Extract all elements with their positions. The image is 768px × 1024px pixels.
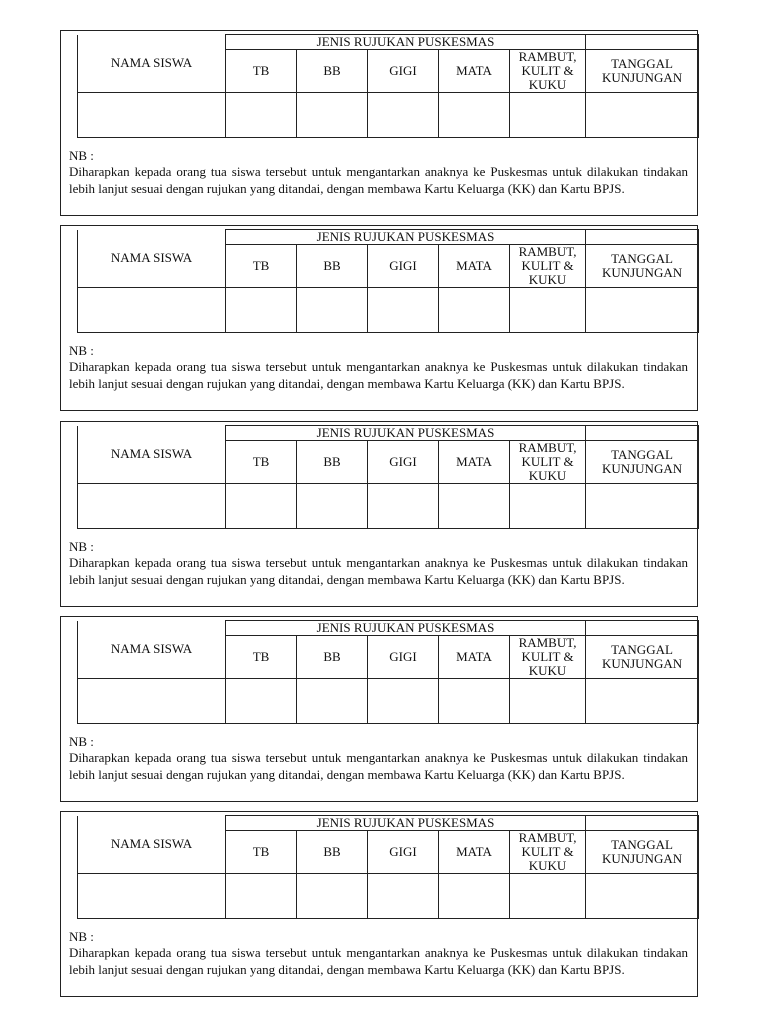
- mata-field[interactable]: [439, 484, 510, 529]
- rambut-kulit-kuku-header: RAMBUT, KULIT & KUKU: [510, 441, 586, 484]
- blank-header-cell: [586, 230, 699, 245]
- nama-siswa-header: NAMA SISWA: [78, 230, 226, 288]
- rambut-kulit-kuku-field[interactable]: [510, 874, 586, 919]
- rambut-kulit-kuku-header: RAMBUT, KULIT & KUKU: [510, 831, 586, 874]
- nama-siswa-field[interactable]: [78, 288, 226, 333]
- nama-siswa-field[interactable]: [78, 484, 226, 529]
- bb-header: BB: [297, 636, 368, 679]
- gigi-field[interactable]: [368, 288, 439, 333]
- mata-field[interactable]: [439, 93, 510, 138]
- bb-field[interactable]: [297, 874, 368, 919]
- nama-siswa-header: NAMA SISWA: [78, 621, 226, 679]
- tanggal-kunjungan-field[interactable]: [586, 874, 699, 919]
- note-text: Diharapkan kepada orang tua siswa tersebut untuk mengantarkan anaknya ke Puskesmas untuk dilakukan tindakan lebih lanjut sesuai dengan rujukan yang ditandai, dengan membawa Kartu Keluarga (KK) dan Kartu BPJS.: [69, 945, 688, 977]
- referral-slip-3: [60, 421, 698, 607]
- rambut-kulit-kuku-header: RAMBUT, KULIT & KUKU: [510, 636, 586, 679]
- bb-header: BB: [297, 831, 368, 874]
- gigi-header: GIGI: [368, 831, 439, 874]
- bb-field[interactable]: [297, 93, 368, 138]
- tb-header: TB: [226, 831, 297, 874]
- mata-header: MATA: [439, 441, 510, 484]
- tanggal-kunjungan-header: TANGGAL KUNJUNGAN: [586, 50, 699, 93]
- mata-header: MATA: [439, 50, 510, 93]
- tanggal-kunjungan-header: TANGGAL KUNJUNGAN: [586, 831, 699, 874]
- rambut-kulit-kuku-field[interactable]: [510, 93, 586, 138]
- tb-field[interactable]: [226, 93, 297, 138]
- gigi-field[interactable]: [368, 484, 439, 529]
- tb-field[interactable]: [226, 288, 297, 333]
- referral-slip-2: [60, 225, 698, 411]
- nb-label: NB :: [69, 343, 94, 358]
- blank-header-cell: [586, 426, 699, 441]
- referral-table: [77, 34, 699, 138]
- mata-header: MATA: [439, 636, 510, 679]
- mata-field[interactable]: [439, 679, 510, 724]
- nama-siswa-header: NAMA SISWA: [78, 816, 226, 874]
- tanggal-kunjungan-field[interactable]: [586, 93, 699, 138]
- gigi-field[interactable]: [368, 93, 439, 138]
- note-text: Diharapkan kepada orang tua siswa tersebut untuk mengantarkan anaknya ke Puskesmas untuk dilakukan tindakan lebih lanjut sesuai dengan rujukan yang ditandai, dengan membawa Kartu Keluarga (KK) dan Kartu BPJS.: [69, 359, 688, 391]
- tb-header: TB: [226, 441, 297, 484]
- gigi-field[interactable]: [368, 874, 439, 919]
- note-text: Diharapkan kepada orang tua siswa tersebut untuk mengantarkan anaknya ke Puskesmas untuk dilakukan tindakan lebih lanjut sesuai dengan rujukan yang ditandai, dengan membawa Kartu Keluarga (KK) dan Kartu BPJS.: [69, 555, 688, 587]
- nb-label: NB :: [69, 734, 94, 749]
- jenis-rujukan-header: JENIS RUJUKAN PUSKESMAS: [226, 816, 586, 831]
- tb-header: TB: [226, 50, 297, 93]
- referral-slip-1: [60, 30, 698, 216]
- blank-header-cell: [586, 621, 699, 636]
- note-text: Diharapkan kepada orang tua siswa tersebut untuk mengantarkan anaknya ke Puskesmas untuk dilakukan tindakan lebih lanjut sesuai dengan rujukan yang ditandai, dengan membawa Kartu Keluarga (KK) dan Kartu BPJS.: [69, 164, 688, 196]
- nama-siswa-field[interactable]: [78, 679, 226, 724]
- rambut-kulit-kuku-field[interactable]: [510, 484, 586, 529]
- bb-field[interactable]: [297, 679, 368, 724]
- tanggal-kunjungan-field[interactable]: [586, 288, 699, 333]
- blank-header-cell: [586, 35, 699, 50]
- gigi-header: GIGI: [368, 245, 439, 288]
- gigi-header: GIGI: [368, 50, 439, 93]
- bb-header: BB: [297, 441, 368, 484]
- referral-table: [77, 620, 699, 724]
- jenis-rujukan-header: JENIS RUJUKAN PUSKESMAS: [226, 426, 586, 441]
- blank-header-cell: [586, 816, 699, 831]
- rambut-kulit-kuku-field[interactable]: [510, 679, 586, 724]
- referral-slip-4: [60, 616, 698, 802]
- mata-header: MATA: [439, 831, 510, 874]
- tanggal-kunjungan-header: TANGGAL KUNJUNGAN: [586, 636, 699, 679]
- bb-field[interactable]: [297, 484, 368, 529]
- rambut-kulit-kuku-field[interactable]: [510, 288, 586, 333]
- bb-field[interactable]: [297, 288, 368, 333]
- tanggal-kunjungan-field[interactable]: [586, 679, 699, 724]
- tb-field[interactable]: [226, 484, 297, 529]
- nama-siswa-header: NAMA SISWA: [78, 35, 226, 93]
- nb-label: NB :: [69, 539, 94, 554]
- bb-header: BB: [297, 245, 368, 288]
- tanggal-kunjungan-header: TANGGAL KUNJUNGAN: [586, 245, 699, 288]
- tanggal-kunjungan-field[interactable]: [586, 484, 699, 529]
- nama-siswa-field[interactable]: [78, 874, 226, 919]
- tb-field[interactable]: [226, 874, 297, 919]
- nb-label: NB :: [69, 929, 94, 944]
- bb-header: BB: [297, 50, 368, 93]
- gigi-header: GIGI: [368, 636, 439, 679]
- referral-slip-5: [60, 811, 698, 997]
- rambut-kulit-kuku-header: RAMBUT, KULIT & KUKU: [510, 50, 586, 93]
- mata-field[interactable]: [439, 874, 510, 919]
- referral-table: [77, 229, 699, 333]
- referral-table: [77, 815, 699, 919]
- jenis-rujukan-header: JENIS RUJUKAN PUSKESMAS: [226, 35, 586, 50]
- mata-field[interactable]: [439, 288, 510, 333]
- mata-header: MATA: [439, 245, 510, 288]
- gigi-field[interactable]: [368, 679, 439, 724]
- note-text: Diharapkan kepada orang tua siswa tersebut untuk mengantarkan anaknya ke Puskesmas untuk dilakukan tindakan lebih lanjut sesuai dengan rujukan yang ditandai, dengan membawa Kartu Keluarga (KK) dan Kartu BPJS.: [69, 750, 688, 782]
- tb-field[interactable]: [226, 679, 297, 724]
- tb-header: TB: [226, 245, 297, 288]
- jenis-rujukan-header: JENIS RUJUKAN PUSKESMAS: [226, 230, 586, 245]
- tb-header: TB: [226, 636, 297, 679]
- jenis-rujukan-header: JENIS RUJUKAN PUSKESMAS: [226, 621, 586, 636]
- nama-siswa-header: NAMA SISWA: [78, 426, 226, 484]
- nb-label: NB :: [69, 148, 94, 163]
- nama-siswa-field[interactable]: [78, 93, 226, 138]
- rambut-kulit-kuku-header: RAMBUT, KULIT & KUKU: [510, 245, 586, 288]
- gigi-header: GIGI: [368, 441, 439, 484]
- tanggal-kunjungan-header: TANGGAL KUNJUNGAN: [586, 441, 699, 484]
- referral-table: [77, 425, 699, 529]
